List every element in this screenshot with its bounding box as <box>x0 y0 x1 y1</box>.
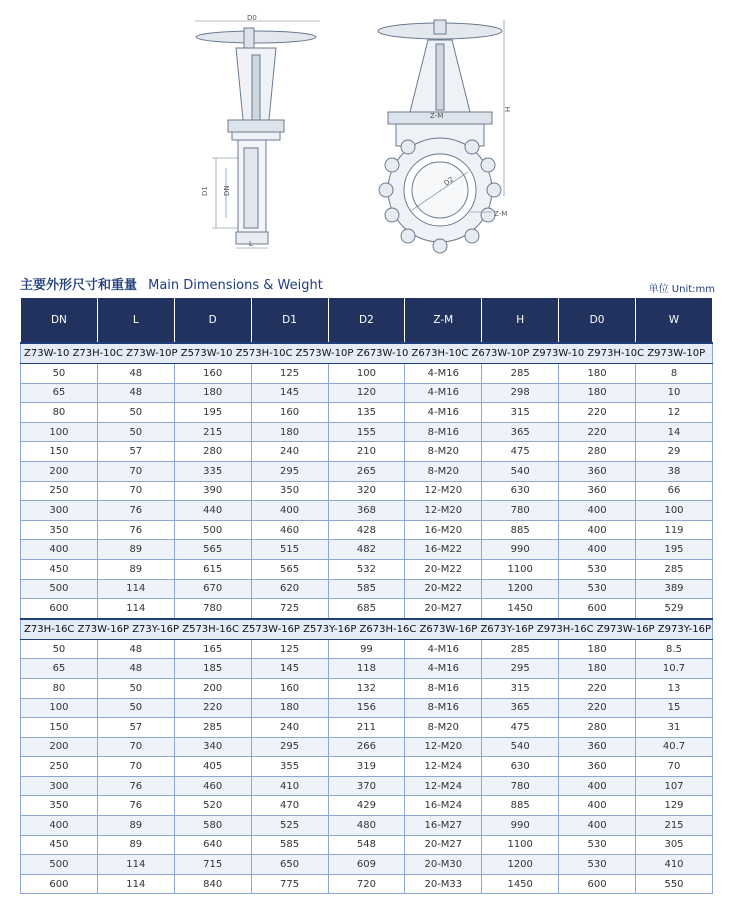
table-cell: 220 <box>559 678 636 698</box>
table-cell: 145 <box>251 659 328 679</box>
table-cell: 305 <box>636 835 713 855</box>
table-row <box>21 737 713 757</box>
table-cell: 132 <box>328 678 405 698</box>
table-cell: 200 <box>21 461 98 481</box>
table-cell: 195 <box>636 540 713 560</box>
table-cell: 50 <box>21 639 98 659</box>
table-cell: 428 <box>328 520 405 540</box>
table-cell: 48 <box>97 659 174 679</box>
table-row <box>21 639 713 659</box>
table-cell: 265 <box>328 461 405 481</box>
table-cell: 12-M24 <box>405 757 482 777</box>
table-cell: 400 <box>559 540 636 560</box>
table-cell: 10.7 <box>636 659 713 679</box>
table-cell: 135 <box>328 403 405 423</box>
table-cell: 215 <box>174 422 251 442</box>
table-row <box>21 403 713 423</box>
table-cell: 200 <box>174 678 251 698</box>
table-cell: 70 <box>636 757 713 777</box>
table-cell: 389 <box>636 579 713 599</box>
table-cell: 450 <box>21 559 98 579</box>
table-cell: 360 <box>559 461 636 481</box>
table-cell: 65 <box>21 383 98 403</box>
series-row <box>21 619 713 640</box>
table-cell: 350 <box>21 796 98 816</box>
table-cell: 990 <box>482 540 559 560</box>
table-cell: 70 <box>97 481 174 501</box>
table-cell: 20-M27 <box>405 599 482 619</box>
col-header-d2: D2 <box>328 298 405 344</box>
table-cell: 20-M33 <box>405 874 482 894</box>
table-cell: 89 <box>97 540 174 560</box>
col-header-l: L <box>97 298 174 344</box>
table-cell: 540 <box>482 461 559 481</box>
table-cell: 8 <box>636 364 713 384</box>
table-cell: 885 <box>482 520 559 540</box>
table-row <box>21 757 713 777</box>
table-row <box>21 816 713 836</box>
table-cell: 180 <box>251 698 328 718</box>
table-cell: 300 <box>21 501 98 521</box>
table-cell: 76 <box>97 501 174 521</box>
table-cell: 1100 <box>482 835 559 855</box>
table-cell: 780 <box>174 599 251 619</box>
table-cell: 300 <box>21 776 98 796</box>
table-cell: 615 <box>174 559 251 579</box>
table-cell: 107 <box>636 776 713 796</box>
table-cell: 630 <box>482 757 559 777</box>
table-cell: 285 <box>482 639 559 659</box>
table-cell: 335 <box>174 461 251 481</box>
table-cell: 180 <box>559 383 636 403</box>
table-cell: 40.7 <box>636 737 713 757</box>
table-cell: 10 <box>636 383 713 403</box>
table-cell: 38 <box>636 461 713 481</box>
table-cell: 29 <box>636 442 713 462</box>
table-cell: 400 <box>559 501 636 521</box>
table-row <box>21 718 713 738</box>
unit-label: 单位 Unit:mm <box>648 284 715 295</box>
table-cell: 20-M27 <box>405 835 482 855</box>
table-cell: 609 <box>328 855 405 875</box>
table-cell: 240 <box>251 718 328 738</box>
table-cell: 400 <box>559 776 636 796</box>
table-row <box>21 442 713 462</box>
table-cell: 429 <box>328 796 405 816</box>
table-cell: 70 <box>97 757 174 777</box>
table-cell: 532 <box>328 559 405 579</box>
table-cell: 530 <box>559 855 636 875</box>
table-row <box>21 855 713 875</box>
table-cell: 450 <box>21 835 98 855</box>
table-cell: 266 <box>328 737 405 757</box>
table-cell: 13 <box>636 678 713 698</box>
table-cell: 315 <box>482 403 559 423</box>
table-cell: 400 <box>21 816 98 836</box>
table-cell: 1100 <box>482 559 559 579</box>
col-header-h: H <box>482 298 559 344</box>
table-cell: 400 <box>559 520 636 540</box>
table-row <box>21 364 713 384</box>
table-cell: 70 <box>97 737 174 757</box>
table-cell: 120 <box>328 383 405 403</box>
table-cell: 4-M16 <box>405 364 482 384</box>
table-cell: 410 <box>636 855 713 875</box>
table-cell: 50 <box>97 698 174 718</box>
table-cell: 76 <box>97 520 174 540</box>
table-cell: 585 <box>328 579 405 599</box>
table-cell: 160 <box>174 364 251 384</box>
table-cell: 365 <box>482 422 559 442</box>
front-view-drawing <box>378 20 504 253</box>
table-cell: 165 <box>174 639 251 659</box>
table-cell: 355 <box>251 757 328 777</box>
table-cell: 525 <box>251 816 328 836</box>
table-cell: 215 <box>636 816 713 836</box>
table-cell: 390 <box>174 481 251 501</box>
table-cell: 8-M16 <box>405 678 482 698</box>
table-cell: 240 <box>251 442 328 462</box>
table-cell: 990 <box>482 816 559 836</box>
table-row <box>21 383 713 403</box>
table-cell: 360 <box>559 737 636 757</box>
table-cell: 16-M24 <box>405 796 482 816</box>
table-cell: 185 <box>174 659 251 679</box>
label-zm-top: Z-M <box>430 112 444 120</box>
table-row <box>21 698 713 718</box>
table-cell: 780 <box>482 776 559 796</box>
table-cell: 114 <box>97 599 174 619</box>
table-cell: 220 <box>559 698 636 718</box>
table-cell: 195 <box>174 403 251 423</box>
table-cell: 840 <box>174 874 251 894</box>
table-cell: 400 <box>251 501 328 521</box>
label-l: L <box>249 240 253 248</box>
dimensions-table <box>20 297 713 894</box>
table-cell: 220 <box>559 403 636 423</box>
table-cell: 600 <box>21 599 98 619</box>
table-cell: 350 <box>21 520 98 540</box>
table-cell: 320 <box>328 481 405 501</box>
label-zm-side: Z-M <box>494 210 508 218</box>
table-cell: 80 <box>21 678 98 698</box>
table-cell: 280 <box>559 442 636 462</box>
table-row <box>21 481 713 501</box>
table-cell: 16-M27 <box>405 816 482 836</box>
table-cell: 150 <box>21 718 98 738</box>
table-cell: 50 <box>97 678 174 698</box>
table-cell: 48 <box>97 639 174 659</box>
table-cell: 298 <box>482 383 559 403</box>
table-cell: 400 <box>559 796 636 816</box>
table-cell: 650 <box>251 855 328 875</box>
table-cell: 4-M16 <box>405 403 482 423</box>
table-cell: 8.5 <box>636 639 713 659</box>
table-cell: 220 <box>174 698 251 718</box>
table-row <box>21 540 713 560</box>
table-row <box>21 461 713 481</box>
table-cell: 368 <box>328 501 405 521</box>
table-cell: 119 <box>636 520 713 540</box>
table-cell: 600 <box>559 599 636 619</box>
table-cell: 20-M30 <box>405 855 482 875</box>
table-cell: 1200 <box>482 579 559 599</box>
table-cell: 550 <box>636 874 713 894</box>
table-cell: 280 <box>174 442 251 462</box>
table-cell: 66 <box>636 481 713 501</box>
table-cell: 57 <box>97 442 174 462</box>
table-cell: 460 <box>174 776 251 796</box>
table-cell: 565 <box>174 540 251 560</box>
table-cell: 470 <box>251 796 328 816</box>
table-cell: 100 <box>328 364 405 384</box>
table-cell: 125 <box>251 364 328 384</box>
heading-english: Main Dimensions & Weight <box>148 278 323 293</box>
table-cell: 12-M20 <box>405 501 482 521</box>
table-cell: 530 <box>559 835 636 855</box>
table-cell: 548 <box>328 835 405 855</box>
table-cell: 15 <box>636 698 713 718</box>
table-row <box>21 678 713 698</box>
table-cell: 8-M20 <box>405 461 482 481</box>
table-cell: 118 <box>328 659 405 679</box>
table-cell: 600 <box>21 874 98 894</box>
table-cell: 1450 <box>482 874 559 894</box>
table-cell: 220 <box>559 422 636 442</box>
table-cell: 12-M20 <box>405 737 482 757</box>
table-cell: 4-M16 <box>405 639 482 659</box>
table-cell: 180 <box>559 639 636 659</box>
valve-drawings <box>0 0 730 270</box>
table-cell: 48 <box>97 383 174 403</box>
table-cell: 295 <box>251 461 328 481</box>
table-row <box>21 835 713 855</box>
table-cell: 400 <box>21 540 98 560</box>
col-header-zm: Z-M <box>405 298 482 344</box>
table-cell: 12-M24 <box>405 776 482 796</box>
table-cell: 715 <box>174 855 251 875</box>
table-cell: 250 <box>21 481 98 501</box>
table-cell: 315 <box>482 678 559 698</box>
table-cell: 160 <box>251 403 328 423</box>
table-cell: 31 <box>636 718 713 738</box>
table-cell: 50 <box>97 422 174 442</box>
table-cell: 210 <box>328 442 405 462</box>
table-cell: 319 <box>328 757 405 777</box>
table-cell: 540 <box>482 737 559 757</box>
table-cell: 14 <box>636 422 713 442</box>
table-cell: 180 <box>251 422 328 442</box>
table-cell: 160 <box>251 678 328 698</box>
table-cell: 670 <box>174 579 251 599</box>
label-d2: D2 <box>442 175 456 188</box>
table-row <box>21 520 713 540</box>
table-cell: 8-M20 <box>405 718 482 738</box>
side-view-drawing <box>195 21 320 248</box>
table-cell: 80 <box>21 403 98 423</box>
table-cell: 8-M16 <box>405 698 482 718</box>
table-cell: 125 <box>251 639 328 659</box>
table-cell: 530 <box>559 579 636 599</box>
label-d1: D1 <box>201 186 209 196</box>
table-cell: 250 <box>21 757 98 777</box>
table-header-row <box>21 298 713 344</box>
table-cell: 12-M20 <box>405 481 482 501</box>
table-cell: 89 <box>97 835 174 855</box>
table-cell: 89 <box>97 559 174 579</box>
table-cell: 775 <box>251 874 328 894</box>
table-row <box>21 422 713 442</box>
table-cell: 16-M22 <box>405 540 482 560</box>
table-cell: 50 <box>21 364 98 384</box>
table-cell: 620 <box>251 579 328 599</box>
col-header-w: W <box>636 298 713 344</box>
table-row <box>21 796 713 816</box>
table-row <box>21 559 713 579</box>
table-cell: 20-M22 <box>405 579 482 599</box>
table-cell: 4-M16 <box>405 383 482 403</box>
table-cell: 285 <box>482 364 559 384</box>
table-cell: 350 <box>251 481 328 501</box>
table-cell: 156 <box>328 698 405 718</box>
table-cell: 500 <box>174 520 251 540</box>
table-cell: 405 <box>174 757 251 777</box>
table-cell: 685 <box>328 599 405 619</box>
table-cell: 515 <box>251 540 328 560</box>
table-cell: 155 <box>328 422 405 442</box>
table-cell: 100 <box>636 501 713 521</box>
table-cell: 180 <box>174 383 251 403</box>
table-row <box>21 599 713 619</box>
table-cell: 76 <box>97 796 174 816</box>
table-cell: 370 <box>328 776 405 796</box>
table-row <box>21 659 713 679</box>
table-cell: 100 <box>21 698 98 718</box>
table-cell: 180 <box>559 659 636 679</box>
table-cell: 114 <box>97 874 174 894</box>
table-cell: 725 <box>251 599 328 619</box>
table-cell: 295 <box>251 737 328 757</box>
table-cell: 129 <box>636 796 713 816</box>
table-cell: 8-M20 <box>405 442 482 462</box>
table-cell: 4-M16 <box>405 659 482 679</box>
table-cell: 585 <box>251 835 328 855</box>
table-cell: 65 <box>21 659 98 679</box>
table-cell: 365 <box>482 698 559 718</box>
table-cell: 200 <box>21 737 98 757</box>
table-cell: 460 <box>251 520 328 540</box>
table-cell: 565 <box>251 559 328 579</box>
table-cell: 280 <box>559 718 636 738</box>
section-heading <box>20 274 715 296</box>
table-cell: 530 <box>559 559 636 579</box>
table-cell: 482 <box>328 540 405 560</box>
table-cell: 520 <box>174 796 251 816</box>
table-row <box>21 776 713 796</box>
table-cell: 480 <box>328 816 405 836</box>
table-cell: 400 <box>559 816 636 836</box>
table-cell: 640 <box>174 835 251 855</box>
table-row <box>21 874 713 894</box>
table-cell: 114 <box>97 855 174 875</box>
col-header-d: D <box>174 298 251 344</box>
table-cell: 580 <box>174 816 251 836</box>
table-cell: 630 <box>482 481 559 501</box>
table-cell: 48 <box>97 364 174 384</box>
table-cell: 50 <box>97 403 174 423</box>
table-cell: 285 <box>636 559 713 579</box>
table-cell: 12 <box>636 403 713 423</box>
table-cell: 70 <box>97 461 174 481</box>
table-cell: 475 <box>482 442 559 462</box>
label-d0: D0 <box>247 14 257 22</box>
table-cell: 8-M16 <box>405 422 482 442</box>
table-cell: 150 <box>21 442 98 462</box>
table-cell: 360 <box>559 481 636 501</box>
table-cell: 780 <box>482 501 559 521</box>
table-cell: 16-M20 <box>405 520 482 540</box>
table-cell: 500 <box>21 579 98 599</box>
table-cell: 295 <box>482 659 559 679</box>
table-cell: 57 <box>97 718 174 738</box>
heading-chinese: 主要外形尺寸和重量 <box>20 278 138 293</box>
series-models: Z73H-16C Z73W-16P Z73Y-16P Z573H-16C Z573W-16P Z573Y-16P Z673H-16C Z673W-16P Z673Y-16P Z973H-16C Z973W-16P Z973Y-16P <box>21 619 713 640</box>
table-cell: 1450 <box>482 599 559 619</box>
table-row <box>21 579 713 599</box>
table-cell: 475 <box>482 718 559 738</box>
label-h: H <box>504 106 512 112</box>
series-row <box>21 343 713 364</box>
table-cell: 410 <box>251 776 328 796</box>
table-cell: 211 <box>328 718 405 738</box>
table-body <box>21 343 713 894</box>
table-cell: 114 <box>97 579 174 599</box>
table-cell: 440 <box>174 501 251 521</box>
table-cell: 20-M22 <box>405 559 482 579</box>
table-cell: 89 <box>97 816 174 836</box>
label-dn: DN <box>223 185 231 196</box>
table-cell: 100 <box>21 422 98 442</box>
table-row <box>21 501 713 521</box>
table-cell: 885 <box>482 796 559 816</box>
table-cell: 529 <box>636 599 713 619</box>
table-cell: 360 <box>559 757 636 777</box>
table-cell: 720 <box>328 874 405 894</box>
table-cell: 285 <box>174 718 251 738</box>
table-cell: 76 <box>97 776 174 796</box>
table-cell: 145 <box>251 383 328 403</box>
table-cell: 99 <box>328 639 405 659</box>
table-cell: 340 <box>174 737 251 757</box>
table-cell: 500 <box>21 855 98 875</box>
col-header-dn: DN <box>21 298 98 344</box>
table-cell: 1200 <box>482 855 559 875</box>
col-header-d0: D0 <box>559 298 636 344</box>
table-cell: 180 <box>559 364 636 384</box>
series-models: Z73W-10 Z73H-10C Z73W-10P Z573W-10 Z573H-10C Z573W-10P Z673W-10 Z673H-10C Z673W-10P Z973W-10 Z973H-10C Z973W-10P <box>21 343 713 364</box>
col-header-d1: D1 <box>251 298 328 344</box>
table-cell: 600 <box>559 874 636 894</box>
